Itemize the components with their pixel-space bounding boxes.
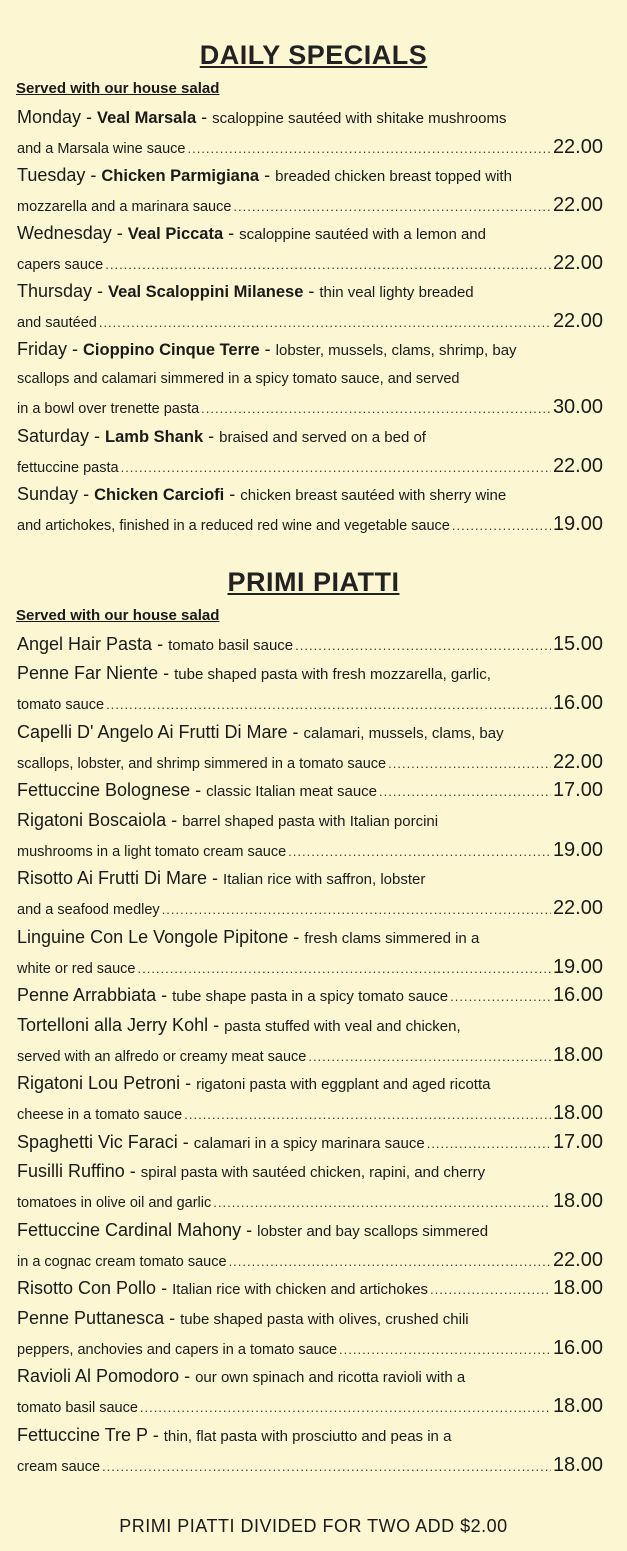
menu-item	[17, 1421, 603, 1479]
item-description-end: in a bowl over trenette pasta	[17, 401, 200, 417]
item-day: Wednesday	[17, 223, 112, 243]
separator-dash: -	[166, 809, 183, 830]
primi-piatti-list	[17, 630, 603, 1479]
item-first-line	[17, 1128, 603, 1158]
item-name: Fettuccine Tre P	[17, 1424, 148, 1445]
dot-leader	[140, 1394, 551, 1422]
menu-item	[17, 422, 603, 479]
item-description-end: cream sauce	[17, 1458, 101, 1475]
item-description: barrel shaped pasta with Italian porcini	[182, 812, 439, 830]
item-first-line	[17, 219, 603, 249]
menu-item	[17, 1216, 603, 1274]
item-heading	[17, 722, 504, 742]
item-description-end: tomato basil sauce	[17, 1400, 138, 1416]
item-description: lobster, mussels, clams, shrimp, bay	[275, 342, 517, 359]
item-price: 15.00	[552, 632, 603, 655]
menu-item	[17, 277, 603, 334]
item-description: scaloppine sautéed with shitake mushrooms	[212, 110, 507, 127]
item-heading	[17, 426, 426, 446]
dot-leader	[450, 982, 551, 1011]
item-description: thin, flat pasta with prosciutto and peas in a	[163, 1427, 452, 1445]
item-name: Ravioli Al Pomodoro	[17, 1366, 180, 1386]
item-description: calamari in a spicy marinara sauce	[193, 1134, 425, 1152]
item-first-line	[17, 103, 603, 133]
item-description-end: served with an alfredo or creamy meat sauce	[17, 1048, 307, 1065]
item-first-line	[17, 1157, 603, 1187]
item-first-line	[17, 864, 603, 894]
item-heading	[17, 339, 517, 359]
item-day: Tuesday	[17, 165, 86, 185]
separator-dash: -	[259, 165, 276, 185]
dot-leader	[137, 955, 550, 983]
item-heading	[17, 1161, 485, 1181]
item-name: Fettuccine Cardinal Mahony	[17, 1219, 242, 1240]
menu-item	[17, 161, 603, 218]
item-description-end: white or red sauce	[17, 960, 136, 977]
item-last-line	[17, 510, 603, 540]
dot-leader	[162, 896, 551, 924]
item-last-line	[17, 191, 603, 221]
item-description: chicken breast sautéed with sherry wine	[240, 487, 507, 504]
item-price: 22.00	[552, 1248, 603, 1271]
item-last-line	[17, 836, 603, 866]
item-heading	[17, 981, 448, 1011]
item-description-end: scallops, lobster, and shrimp simmered in a tomato sauce	[17, 755, 387, 772]
item-heading	[17, 1366, 465, 1386]
item-first-line	[17, 1274, 603, 1304]
primi-piatti-subtitle: Served with our house salad	[16, 607, 220, 624]
item-description-end: and sautéed	[17, 315, 97, 331]
menu-item	[17, 1274, 603, 1303]
item-description: our own spinach and ricotta ravioli with a	[195, 1369, 466, 1386]
item-description-end: and a seafood medley	[17, 902, 160, 918]
item-heading	[17, 1128, 425, 1158]
item-heading	[17, 776, 377, 806]
item-heading	[17, 1425, 451, 1445]
item-price: 17.00	[552, 779, 603, 801]
item-first-line	[17, 718, 603, 748]
item-first-line	[17, 1362, 603, 1392]
item-price: 18.00	[552, 1453, 603, 1476]
item-description: spiral pasta with sautéed chicken, rapini, and cherry	[140, 1164, 486, 1181]
item-last-line	[17, 1451, 603, 1481]
dot-leader	[201, 395, 551, 423]
separator-dash: -	[259, 339, 276, 359]
item-first-line	[17, 806, 603, 836]
item-last-line	[17, 1041, 603, 1071]
item-first-line	[17, 1069, 603, 1099]
menu-item	[17, 335, 603, 421]
item-price: 18.00	[552, 1102, 603, 1124]
item-first-line	[17, 480, 603, 510]
item-description: fresh clams simmered in a	[304, 929, 480, 947]
menu-item	[17, 659, 603, 717]
menu-item	[17, 864, 603, 922]
item-heading	[17, 1220, 488, 1240]
dot-leader	[102, 1453, 551, 1481]
item-description-end: in a cognac cream tomato sauce	[17, 1253, 227, 1270]
item-name: Risotto Con Pollo	[17, 1278, 157, 1298]
item-heading	[17, 868, 425, 888]
separator-dash: -	[177, 1131, 194, 1152]
item-price: 16.00	[552, 1336, 603, 1359]
separator-dash: -	[85, 165, 102, 185]
item-description: Italian rice with chicken and artichokes	[172, 1281, 429, 1298]
item-last-line	[17, 133, 603, 163]
item-last-line	[17, 249, 603, 279]
item-name: Lamb Shank	[105, 428, 204, 446]
separator-dash: -	[156, 1278, 173, 1298]
item-heading	[17, 810, 438, 830]
dot-leader	[184, 1101, 551, 1129]
separator-dash: -	[287, 721, 304, 742]
primi-piatti-title: PRIMI PIATTI	[227, 567, 400, 597]
separator-dash: -	[124, 1161, 141, 1181]
item-name: Cioppino Cinque Terre	[83, 341, 260, 359]
item-price: 19.00	[552, 838, 603, 861]
item-description: scaloppine sautéed with a lemon and	[239, 226, 486, 243]
item-first-line	[17, 1304, 603, 1334]
dot-leader	[308, 1043, 551, 1071]
item-description: lobster and bay scallops simmered	[257, 1222, 489, 1240]
item-last-line	[17, 894, 603, 924]
item-price: 22.00	[552, 455, 603, 477]
item-heading	[17, 107, 506, 127]
item-heading	[17, 165, 512, 185]
item-day: Saturday	[17, 426, 90, 446]
separator-dash: -	[208, 1014, 225, 1035]
dot-leader	[379, 777, 551, 806]
separator-dash: -	[89, 426, 106, 446]
menu-item	[17, 1157, 603, 1215]
item-price: 22.00	[552, 750, 603, 773]
item-first-line	[17, 630, 603, 660]
item-heading	[17, 1274, 428, 1304]
menu-item	[17, 1128, 603, 1157]
item-last-line	[17, 1392, 603, 1422]
item-first-line	[17, 981, 603, 1011]
item-price: 22.00	[552, 310, 603, 332]
item-last-line	[17, 1334, 603, 1364]
separator-dash: -	[92, 281, 109, 301]
menu-item	[17, 1304, 603, 1362]
item-last-line	[17, 1099, 603, 1129]
item-name: Chicken Carciofi	[94, 486, 225, 504]
item-name: Linguine Con Le Vongole Pipitone	[17, 926, 289, 947]
menu-item	[17, 776, 603, 805]
item-first-line	[17, 1421, 603, 1451]
item-last-line	[17, 393, 603, 423]
item-first-line	[17, 335, 603, 365]
separator-dash: -	[81, 107, 98, 127]
item-description-end: peppers, anchovies and capers in a tomato sauce	[17, 1341, 338, 1358]
separator-dash: -	[156, 985, 173, 1005]
item-day: Monday	[17, 107, 82, 127]
item-description: tube shaped pasta with fresh mozzarella, garlic,	[174, 666, 491, 683]
menu-item	[17, 103, 603, 160]
menu-item	[17, 1011, 603, 1069]
item-description: pasta stuffed with veal and chicken,	[224, 1017, 461, 1035]
daily-specials-title: DAILY SPECIALS	[199, 40, 428, 70]
dot-leader	[121, 454, 551, 482]
dot-leader	[452, 512, 551, 540]
item-last-line	[17, 953, 603, 983]
separator-dash: -	[241, 1219, 258, 1240]
item-name: Fusilli Ruffino	[17, 1161, 125, 1181]
item-last-line	[17, 307, 603, 337]
item-price: 16.00	[552, 692, 603, 714]
dot-leader	[427, 1129, 551, 1158]
separator-dash: -	[67, 339, 84, 359]
item-price: 18.00	[552, 1277, 603, 1299]
dot-leader	[339, 1336, 551, 1364]
dot-leader	[288, 838, 551, 866]
item-name: Penne Arrabbiata	[17, 985, 157, 1005]
daily-specials-list	[17, 103, 603, 537]
item-price: 19.00	[552, 513, 603, 535]
item-price: 22.00	[552, 252, 603, 274]
separator-dash: -	[224, 484, 241, 504]
footer-note: PRIMI PIATTI DIVIDED FOR TWO ADD $2.00	[119, 1516, 508, 1536]
item-description: tomato basil sauce	[168, 636, 294, 654]
item-day: Sunday	[17, 484, 79, 504]
item-price: 16.00	[552, 984, 603, 1006]
item-day: Thursday	[17, 281, 93, 301]
item-heading	[17, 630, 293, 660]
item-name: Veal Piccata	[127, 225, 224, 243]
item-day: Friday	[17, 339, 68, 359]
item-heading	[17, 223, 486, 243]
separator-dash: -	[288, 926, 305, 947]
item-last-line	[17, 1187, 603, 1217]
separator-dash: -	[180, 1073, 197, 1093]
item-description-middle: scallops and calamari simmered in a spicy tomato sauce, and served	[17, 371, 460, 387]
menu-item	[17, 1362, 603, 1420]
item-last-line	[17, 689, 603, 719]
item-first-line	[17, 659, 603, 689]
item-name: Rigatoni Lou Petroni	[17, 1073, 181, 1093]
item-description: tube shaped pasta with olives, crushed chili	[180, 1310, 469, 1328]
item-heading	[17, 663, 491, 683]
item-name: Capelli D' Angelo Ai Frutti Di Mare	[17, 721, 288, 742]
dot-leader	[213, 1189, 551, 1217]
item-description-end: and a Marsala wine sauce	[17, 141, 186, 157]
separator-dash: -	[111, 223, 128, 243]
item-name: Risotto Ai Frutti Di Mare	[17, 868, 208, 888]
separator-dash: -	[223, 223, 240, 243]
item-description: breaded chicken breast topped with	[275, 168, 512, 185]
item-name: Tortelloni alla Jerry Kohl	[17, 1014, 209, 1035]
dot-leader	[187, 135, 550, 163]
separator-dash: -	[179, 1366, 196, 1386]
dot-leader	[295, 631, 551, 660]
item-heading	[17, 281, 474, 301]
item-description: braised and served on a bed of	[219, 429, 426, 446]
dot-leader	[105, 251, 551, 279]
item-last-line	[17, 452, 603, 482]
item-heading	[17, 1015, 461, 1035]
item-heading	[17, 927, 479, 947]
item-price: 19.00	[552, 955, 603, 978]
item-last-line	[17, 1246, 603, 1276]
item-price: 22.00	[552, 897, 603, 919]
dot-leader	[229, 1248, 551, 1276]
item-first-line	[17, 277, 603, 307]
item-price: 22.00	[552, 136, 603, 158]
dot-leader	[388, 750, 551, 778]
separator-dash: -	[164, 1307, 181, 1328]
item-name: Rigatoni Boscaiola	[17, 809, 167, 830]
menu-item	[17, 1069, 603, 1127]
dot-leader	[99, 309, 551, 337]
separator-dash: -	[203, 426, 220, 446]
item-price: 18.00	[552, 1190, 603, 1212]
item-name: Fettuccine Bolognese	[17, 780, 191, 800]
item-name: Spaghetti Vic Faraci	[17, 1131, 178, 1152]
item-description-end: and artichokes, finished in a reduced red wine and vegetable sauce	[17, 518, 450, 534]
separator-dash: -	[207, 868, 224, 888]
menu-item	[17, 981, 603, 1010]
separator-dash: -	[196, 107, 213, 127]
item-name: Chicken Parmigiana	[101, 167, 260, 185]
item-first-line	[17, 1216, 603, 1246]
item-name: Veal Marsala	[97, 109, 197, 127]
item-name: Penne Puttanesca	[17, 1307, 165, 1328]
item-heading	[17, 1073, 490, 1093]
separator-dash: -	[158, 663, 175, 683]
separator-dash: -	[190, 780, 207, 800]
item-first-line	[17, 161, 603, 191]
menu-item	[17, 923, 603, 981]
menu-item	[17, 219, 603, 276]
item-heading	[17, 484, 506, 504]
item-first-line	[17, 1011, 603, 1041]
item-price: 17.00	[552, 1130, 603, 1153]
item-heading	[17, 1308, 469, 1328]
separator-dash: -	[152, 633, 169, 654]
item-description: calamari, mussels, clams, bay	[303, 724, 504, 742]
menu-item	[17, 630, 603, 659]
item-description-end: capers sauce	[17, 257, 104, 273]
item-description: classic Italian meat sauce	[206, 783, 378, 800]
item-description-end: fettuccine pasta	[17, 460, 119, 476]
item-name: Angel Hair Pasta	[17, 633, 153, 654]
dot-leader	[106, 691, 551, 719]
menu-item	[17, 480, 603, 537]
item-description-end: cheese in a tomato sauce	[17, 1107, 183, 1123]
item-first-line	[17, 776, 603, 806]
daily-specials-subtitle: Served with our house salad	[16, 80, 220, 97]
item-description: tube shape pasta in a spicy tomato sauce	[172, 988, 449, 1005]
item-price: 22.00	[552, 194, 603, 216]
item-description-end: mozzarella and a marinara sauce	[17, 199, 232, 215]
item-first-line	[17, 422, 603, 452]
item-description-end: tomatoes in olive oil and garlic	[17, 1195, 212, 1211]
item-description-end: mushrooms in a light tomato cream sauce	[17, 843, 287, 860]
separator-dash: -	[303, 281, 320, 301]
separator-dash: -	[78, 484, 95, 504]
item-price: 18.00	[552, 1395, 603, 1417]
item-first-line	[17, 923, 603, 953]
dot-leader	[430, 1275, 551, 1304]
dot-leader	[233, 193, 551, 221]
menu-item	[17, 718, 603, 776]
item-price: 30.00	[552, 396, 603, 418]
item-last-line	[17, 748, 603, 778]
item-price: 18.00	[552, 1043, 603, 1066]
item-description: rigatoni pasta with eggplant and aged ricotta	[196, 1076, 491, 1093]
separator-dash: -	[147, 1424, 164, 1445]
item-description: thin veal lighty breaded	[319, 284, 474, 301]
item-description: Italian rice with saffron, lobster	[223, 871, 426, 888]
item-description-end: tomato sauce	[17, 697, 105, 713]
menu-item	[17, 806, 603, 864]
item-name: Veal Scaloppini Milanese	[108, 283, 304, 301]
item-name: Penne Far Niente	[17, 663, 159, 683]
